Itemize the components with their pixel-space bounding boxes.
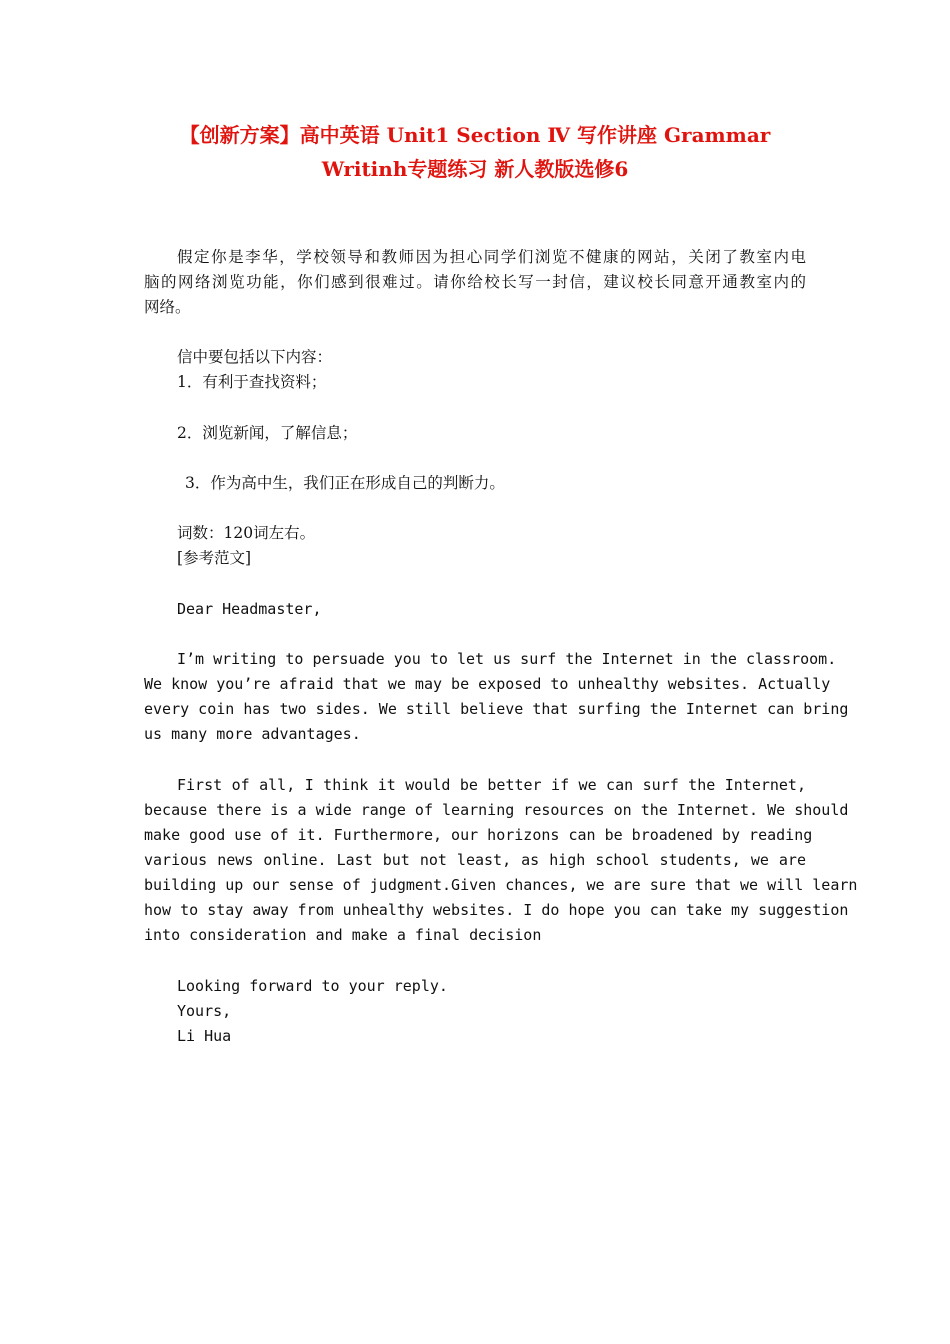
letter-paragraph-line: building up our sense of judgment.Given chances, we are sure that we will learn [144, 876, 858, 894]
letter-paragraph-line: us many more advantages. [144, 725, 361, 743]
reference-label: [参考范文] [177, 549, 252, 567]
requirement-point: 1．有利于查找资料； [177, 373, 327, 391]
letter-salutation: Dear Headmaster, [177, 600, 322, 618]
letter-paragraph-line: I’m writing to persuade you to let us surf the Internet in the classroom. [177, 650, 837, 668]
requirement-point: 3．作为高中生，我们正在形成自己的判断力。 [185, 474, 505, 492]
letter-paragraph-line: First of all, I think it would be better if we can surf the Internet, [177, 776, 806, 794]
prompt-intro-line: 网络。 [144, 298, 191, 316]
content-heading: 信中要包括以下内容： [177, 348, 333, 366]
requirement-point: 2．浏览新闻，了解信息； [177, 424, 358, 442]
letter-paragraph-line: into consideration and make a final decision [144, 926, 542, 944]
letter-closing: Looking forward to your reply. [177, 977, 448, 995]
document-title-line-2: Writinh专题练习 新人教版选修6 [321, 157, 629, 181]
letter-signature: Li Hua [177, 1027, 232, 1045]
document-title-line-1: 【创新方案】高中英语 Unit1 Section Ⅳ 写作讲座 Grammar [179, 123, 771, 147]
letter-paragraph-line: We know you’re afraid that we may be exposed to unhealthy websites. Actually [144, 675, 831, 693]
letter-paragraph-line: make good use of it. Furthermore, our horizons can be broadened by reading [144, 826, 813, 844]
letter-paragraph-line: every coin has two sides. We still believe that surfing the Internet can bring [144, 700, 849, 718]
letter-paragraph-line: because there is a wide range of learning resources on the Internet. We should [144, 801, 849, 819]
prompt-intro-line: 脑的网络浏览功能，你们感到很难过。请你给校长写一封信，建议校长同意开通教室内的 [144, 273, 806, 291]
letter-paragraph-line: how to stay away from unhealthy websites. I do hope you can take my suggestion [144, 901, 849, 919]
letter-paragraph-line: various news online. Last but not least, as high school students, we are [144, 851, 806, 869]
prompt-intro-line: 假定你是李华，学校领导和教师因为担心同学们浏览不健康的网站，关闭了教室内电 [177, 248, 806, 266]
word-count: 词数：120词左右。 [177, 524, 316, 542]
letter-signoff: Yours, [177, 1002, 232, 1020]
